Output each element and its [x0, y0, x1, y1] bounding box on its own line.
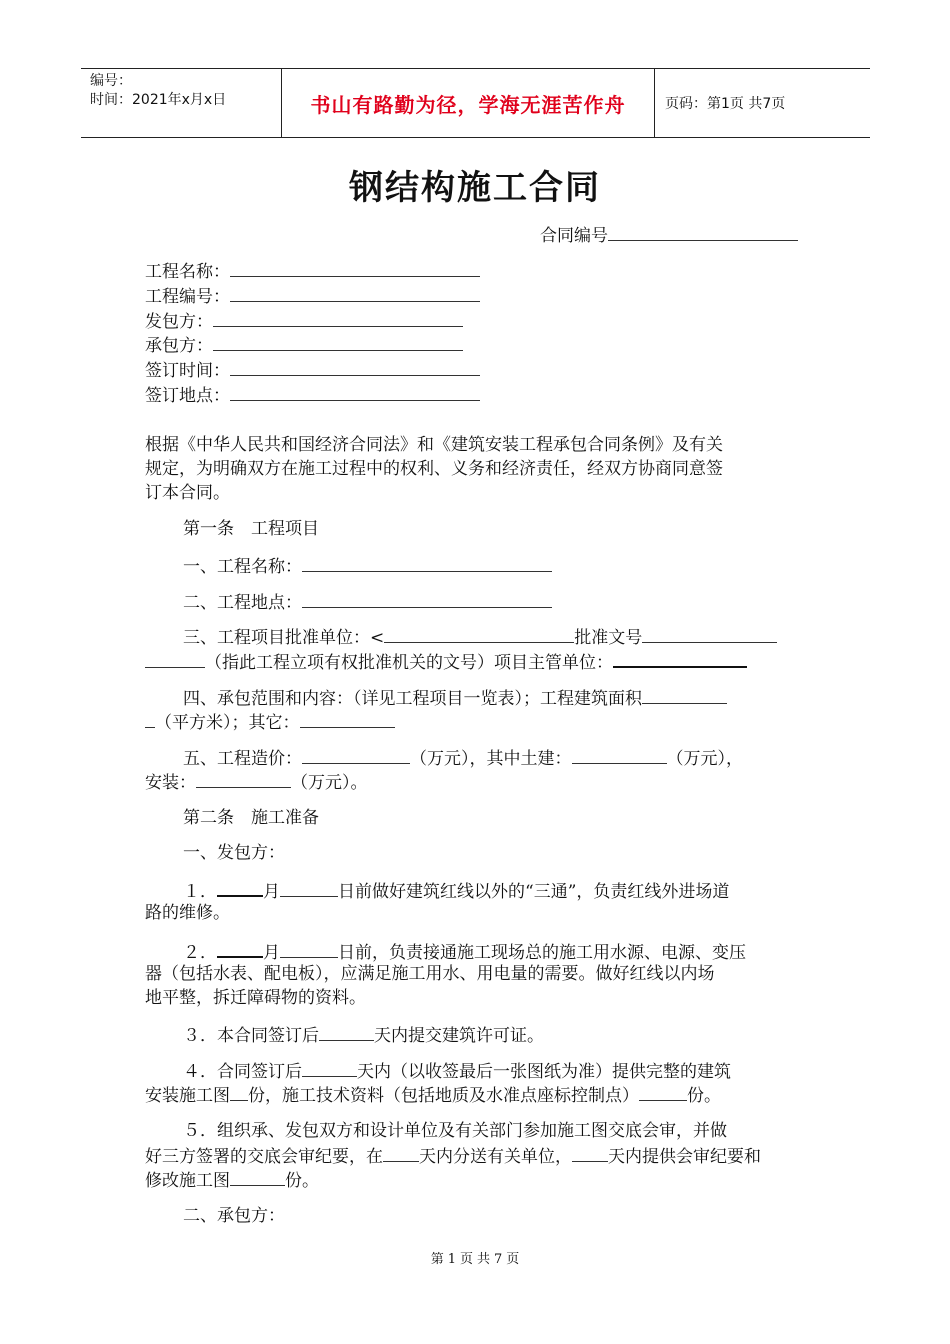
- header-meta: [81, 69, 282, 137]
- article1-heading: 第一条 工程项目: [183, 519, 319, 539]
- page-footer: [0, 1248, 950, 1267]
- field-blank: [642, 685, 727, 704]
- item-label: 安装施工图: [145, 1086, 230, 1106]
- contract-number: [540, 222, 798, 248]
- article1-item5: [183, 745, 743, 771]
- field-blank: [213, 332, 463, 351]
- item-label: 安装：: [145, 773, 196, 793]
- field-blank: [196, 769, 291, 788]
- field-blank: [572, 1143, 608, 1162]
- field-label: 签订时间：: [145, 361, 230, 381]
- preamble-line: 根据《中华人民共和国经济合同法》和《建筑安装工程承包合同条例》及有关: [145, 435, 723, 455]
- preamble-line: 订本合同。: [145, 483, 230, 503]
- article2-p5-cont: [145, 1167, 319, 1193]
- field-blank: [300, 709, 395, 728]
- footer-text: 第: [430, 1252, 444, 1267]
- header-motto: 书山有路勤为径，学海无涯苦作舟: [282, 69, 655, 137]
- footer-total-pages: 7: [494, 1252, 503, 1267]
- field-blank: [230, 357, 480, 376]
- item-label: 二、工程地点：: [183, 593, 302, 613]
- field-blank: [280, 878, 338, 897]
- item-label: 五、工程造价：: [183, 749, 302, 769]
- field-blank: [217, 877, 263, 897]
- article2-p2-cont: 地平整，拆迁障碍物的资料。: [145, 988, 366, 1008]
- article2-party-b: 二、承包方：: [183, 1206, 285, 1226]
- field-sign-place: [145, 382, 480, 408]
- article1-item3-cont: [145, 648, 747, 675]
- field-blank: [639, 1082, 687, 1101]
- field-blank: [145, 649, 205, 668]
- page-header: [81, 68, 870, 138]
- document-title: 钢结构施工合同: [349, 168, 601, 208]
- field-sign-date: [145, 357, 480, 383]
- doc-number-label: 编号：: [90, 73, 132, 89]
- field-blank: [213, 308, 463, 327]
- field-blank: [319, 1022, 374, 1041]
- article2-heading: 第二条 施工准备: [183, 808, 319, 828]
- item-label: 份。: [687, 1086, 721, 1106]
- item-label: 天内提供会审纪要和: [608, 1147, 761, 1167]
- footer-page-number: 1: [447, 1252, 456, 1267]
- item-label: （万元），其中土建：: [410, 749, 572, 769]
- field-project-name: [145, 258, 480, 284]
- field-blank: [302, 553, 552, 572]
- article2-p4: [183, 1058, 731, 1084]
- item-label: 日前做好建筑红线以外的“三通”，负责红线外进场道: [338, 882, 730, 902]
- field-blank: [230, 1167, 285, 1186]
- article2-p1: [183, 877, 729, 904]
- article2-party-a: 一、发包方：: [183, 843, 285, 863]
- item-label: 份。: [285, 1171, 319, 1191]
- item-number: １．: [183, 882, 217, 902]
- field-label: 承包方：: [145, 336, 213, 356]
- field-blank: [384, 624, 574, 643]
- contract-number-blank: [608, 222, 798, 241]
- doc-time-label: 时间：2021年x月x日: [90, 92, 227, 108]
- field-blank: [230, 258, 480, 277]
- field-blank: [302, 1058, 357, 1077]
- item-label: ４．合同签订后: [183, 1062, 302, 1082]
- footer-text: 页: [506, 1252, 520, 1267]
- field-employer: [145, 308, 463, 334]
- field-blank: [145, 709, 155, 728]
- field-blank: [280, 939, 338, 958]
- article2-p2: [183, 938, 746, 965]
- field-contractor: [145, 332, 463, 358]
- field-blank: [302, 589, 552, 608]
- item-label: ３．本合同签订后: [183, 1026, 319, 1046]
- item-label: 好三方签署的交底会审纪要，在: [145, 1147, 383, 1167]
- item-label: 四、承包范围和内容：（详见工程项目一览表）；工程建筑面积: [183, 689, 642, 709]
- item-label: 批准文号: [574, 628, 643, 648]
- item-number: ２．: [183, 943, 217, 963]
- field-blank: [217, 938, 263, 958]
- field-label: 工程编号：: [145, 287, 230, 307]
- field-blank: [642, 624, 777, 643]
- article2-p4-cont: [145, 1082, 721, 1108]
- item-label: 一、工程名称：: [183, 557, 302, 577]
- article2-p1-cont: 路的维修。: [145, 903, 230, 923]
- item-label: 天内分送有关单位，: [419, 1147, 572, 1167]
- item-label: 份，施工技术资料（包括地质及水准点座标控制点）: [248, 1086, 639, 1106]
- item-label: 日前，负责接通施工现场总的施工用水源、电源、变压: [338, 943, 746, 963]
- item-label: 月: [263, 943, 280, 963]
- field-label: 工程名称：: [145, 262, 230, 282]
- article1-item4-cont: [145, 709, 395, 735]
- article1-item2: [183, 589, 552, 615]
- article2-p2-cont: 器（包括水表、配电板），应满足施工用水、用电量的需要。做好红线以内场: [145, 964, 715, 984]
- article2-p3: [183, 1022, 544, 1048]
- header-page-info: 页码：第1页 共7页: [665, 96, 786, 112]
- item-label: 月: [263, 882, 280, 902]
- field-blank: [230, 1082, 248, 1101]
- field-blank: [302, 745, 410, 764]
- item-label: （平方米）；其它：: [155, 713, 300, 733]
- field-blank: [230, 382, 480, 401]
- field-label: 签订地点：: [145, 386, 230, 406]
- field-label: 发包方：: [145, 312, 213, 332]
- article2-p5-cont: [145, 1143, 761, 1169]
- item-label: （万元）。: [291, 773, 368, 793]
- field-project-number: [145, 283, 480, 309]
- item-label: 三、工程项目批准单位：<: [183, 628, 385, 648]
- item-label: 天内（以收签最后一张图纸为准）提供完整的建筑: [357, 1062, 731, 1082]
- item-label: （指此工程立项有权批准机关的文号）项目主管单位：: [205, 653, 613, 673]
- article2-p5: ５．组织承、发包双方和设计单位及有关部门参加施工图交底会审，并做: [183, 1121, 727, 1141]
- field-blank: [613, 648, 747, 668]
- article1-item3: [183, 624, 777, 650]
- field-blank: [572, 745, 667, 764]
- field-blank: [383, 1143, 419, 1162]
- preamble-line: 规定，为明确双方在施工过程中的权利、义务和经济责任，经双方协商同意签: [145, 459, 723, 479]
- item-label: 修改施工图: [145, 1171, 230, 1191]
- article1-item4: [183, 685, 727, 711]
- article1-item5-cont: [145, 769, 368, 795]
- field-blank: [230, 283, 480, 302]
- footer-text: 共: [477, 1252, 491, 1267]
- contract-number-label: 合同编号: [540, 226, 608, 246]
- item-label: （万元），: [666, 749, 743, 769]
- article1-item1: [183, 553, 552, 579]
- footer-text: 页: [459, 1252, 473, 1267]
- item-label: 天内提交建筑许可证。: [374, 1026, 544, 1046]
